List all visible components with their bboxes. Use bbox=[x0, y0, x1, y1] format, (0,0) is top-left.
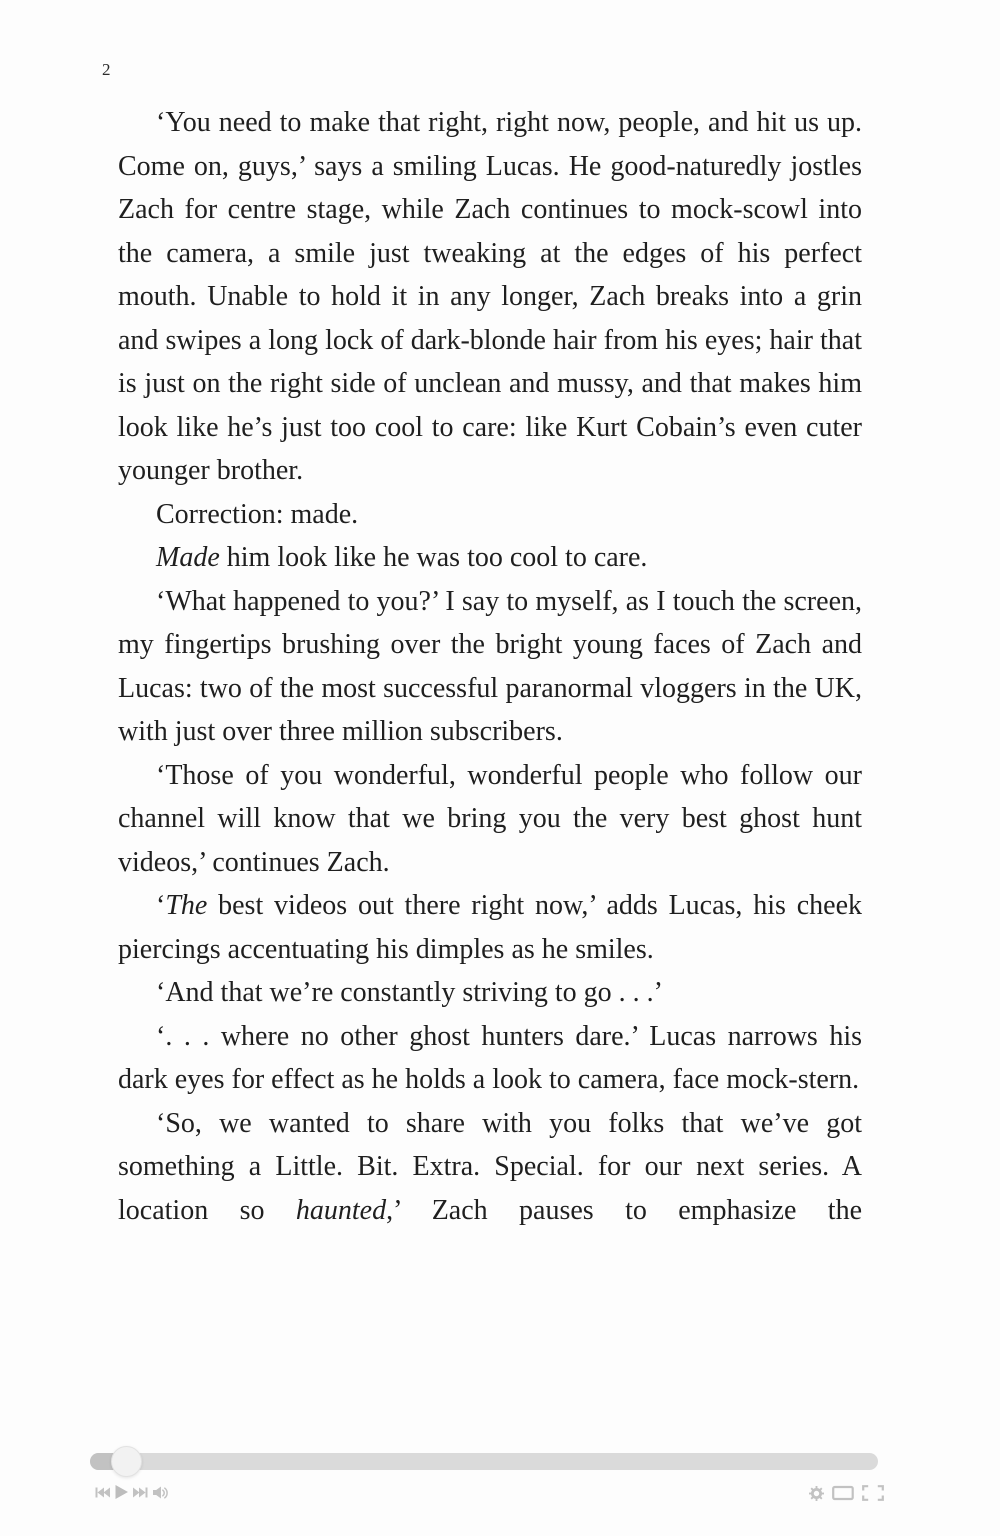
paragraph bbox=[118, 101, 862, 493]
paragraph-text: ‘What happened to you?’ I say to myself, as I touch the screen, my fingertips brushing over the bright young faces of Zach and Lucas: two of the most successful paranormal vloggers in the UK, with just over three million subscribers. bbox=[118, 585, 862, 747]
previous-track-icon[interactable] bbox=[95, 1486, 110, 1499]
next-track-icon[interactable] bbox=[133, 1486, 148, 1499]
paragraph-text: ‘ bbox=[156, 890, 166, 921]
paragraph-text-italic: The bbox=[165, 890, 208, 921]
transport-controls bbox=[95, 1483, 169, 1501]
settings-gear-icon[interactable] bbox=[809, 1486, 824, 1501]
book-page-text bbox=[118, 101, 862, 1232]
play-icon[interactable] bbox=[114, 1484, 129, 1500]
paragraph bbox=[118, 536, 862, 580]
paragraph bbox=[118, 971, 862, 1015]
seek-bar[interactable] bbox=[90, 1453, 878, 1470]
paragraph-text: ‘So, we wanted to share with you folks that we’ve got something a Little. Bit. Extra. Special. for our next series. A location so bbox=[118, 1107, 862, 1226]
seek-thumb[interactable] bbox=[111, 1446, 142, 1477]
paragraph-text: best videos out there right now,’ adds Lucas, his cheek piercings accentuating his dimples as he smiles. bbox=[118, 890, 862, 965]
paragraph bbox=[118, 754, 862, 885]
paragraph-text: ‘. . . where no other ghost hunters dare.’ Lucas narrows his dark eyes for effect as he holds a look to camera, face mock-stern. bbox=[118, 1020, 862, 1095]
paragraph bbox=[118, 884, 862, 971]
paragraph-text: ‘You need to make that right, right now, people, and hit us up. Come on, guys,’ says a smiling Lucas. He good-naturedly jostles Zach for centre stage, while Zach continues to mock-scowl into the camera, a smile just tweaking at the edges of his perfect mouth. Unable to hold it in any longer, Zach breaks into a grin and swipes a long lock of dark-blonde hair from his eyes; hair that is just on the right side of unclean and mussy, and that makes him look like he’s just too cool to care: like Kurt Cobain’s even cuter younger brother. bbox=[118, 107, 862, 486]
paragraph bbox=[118, 1102, 862, 1233]
paragraph bbox=[118, 1015, 862, 1102]
paragraph-text: him look like he was too cool to care. bbox=[219, 542, 648, 573]
picture-in-picture-icon[interactable] bbox=[832, 1485, 854, 1501]
paragraph-text-italic: Made bbox=[156, 542, 220, 573]
paragraph-text: ,’ Zach pauses to emphasize the bbox=[386, 1194, 862, 1226]
paragraph-text: Correction: made. bbox=[156, 498, 359, 530]
fullscreen-icon[interactable] bbox=[862, 1485, 884, 1501]
paragraph-text: ‘Those of you wonderful, wonderful people who follow our channel will know that we bring you the very best ghost hunt videos,’ continues Zach. bbox=[118, 759, 862, 878]
paragraph-text: ‘And that we’re constantly striving to go . . .’ bbox=[156, 977, 664, 1008]
paragraph bbox=[118, 580, 862, 754]
paragraph-text-italic: haunted bbox=[295, 1194, 387, 1226]
page-number: 2 bbox=[102, 60, 111, 79]
volume-icon[interactable] bbox=[152, 1485, 169, 1500]
paragraph bbox=[118, 493, 862, 537]
player-options bbox=[809, 1484, 884, 1502]
